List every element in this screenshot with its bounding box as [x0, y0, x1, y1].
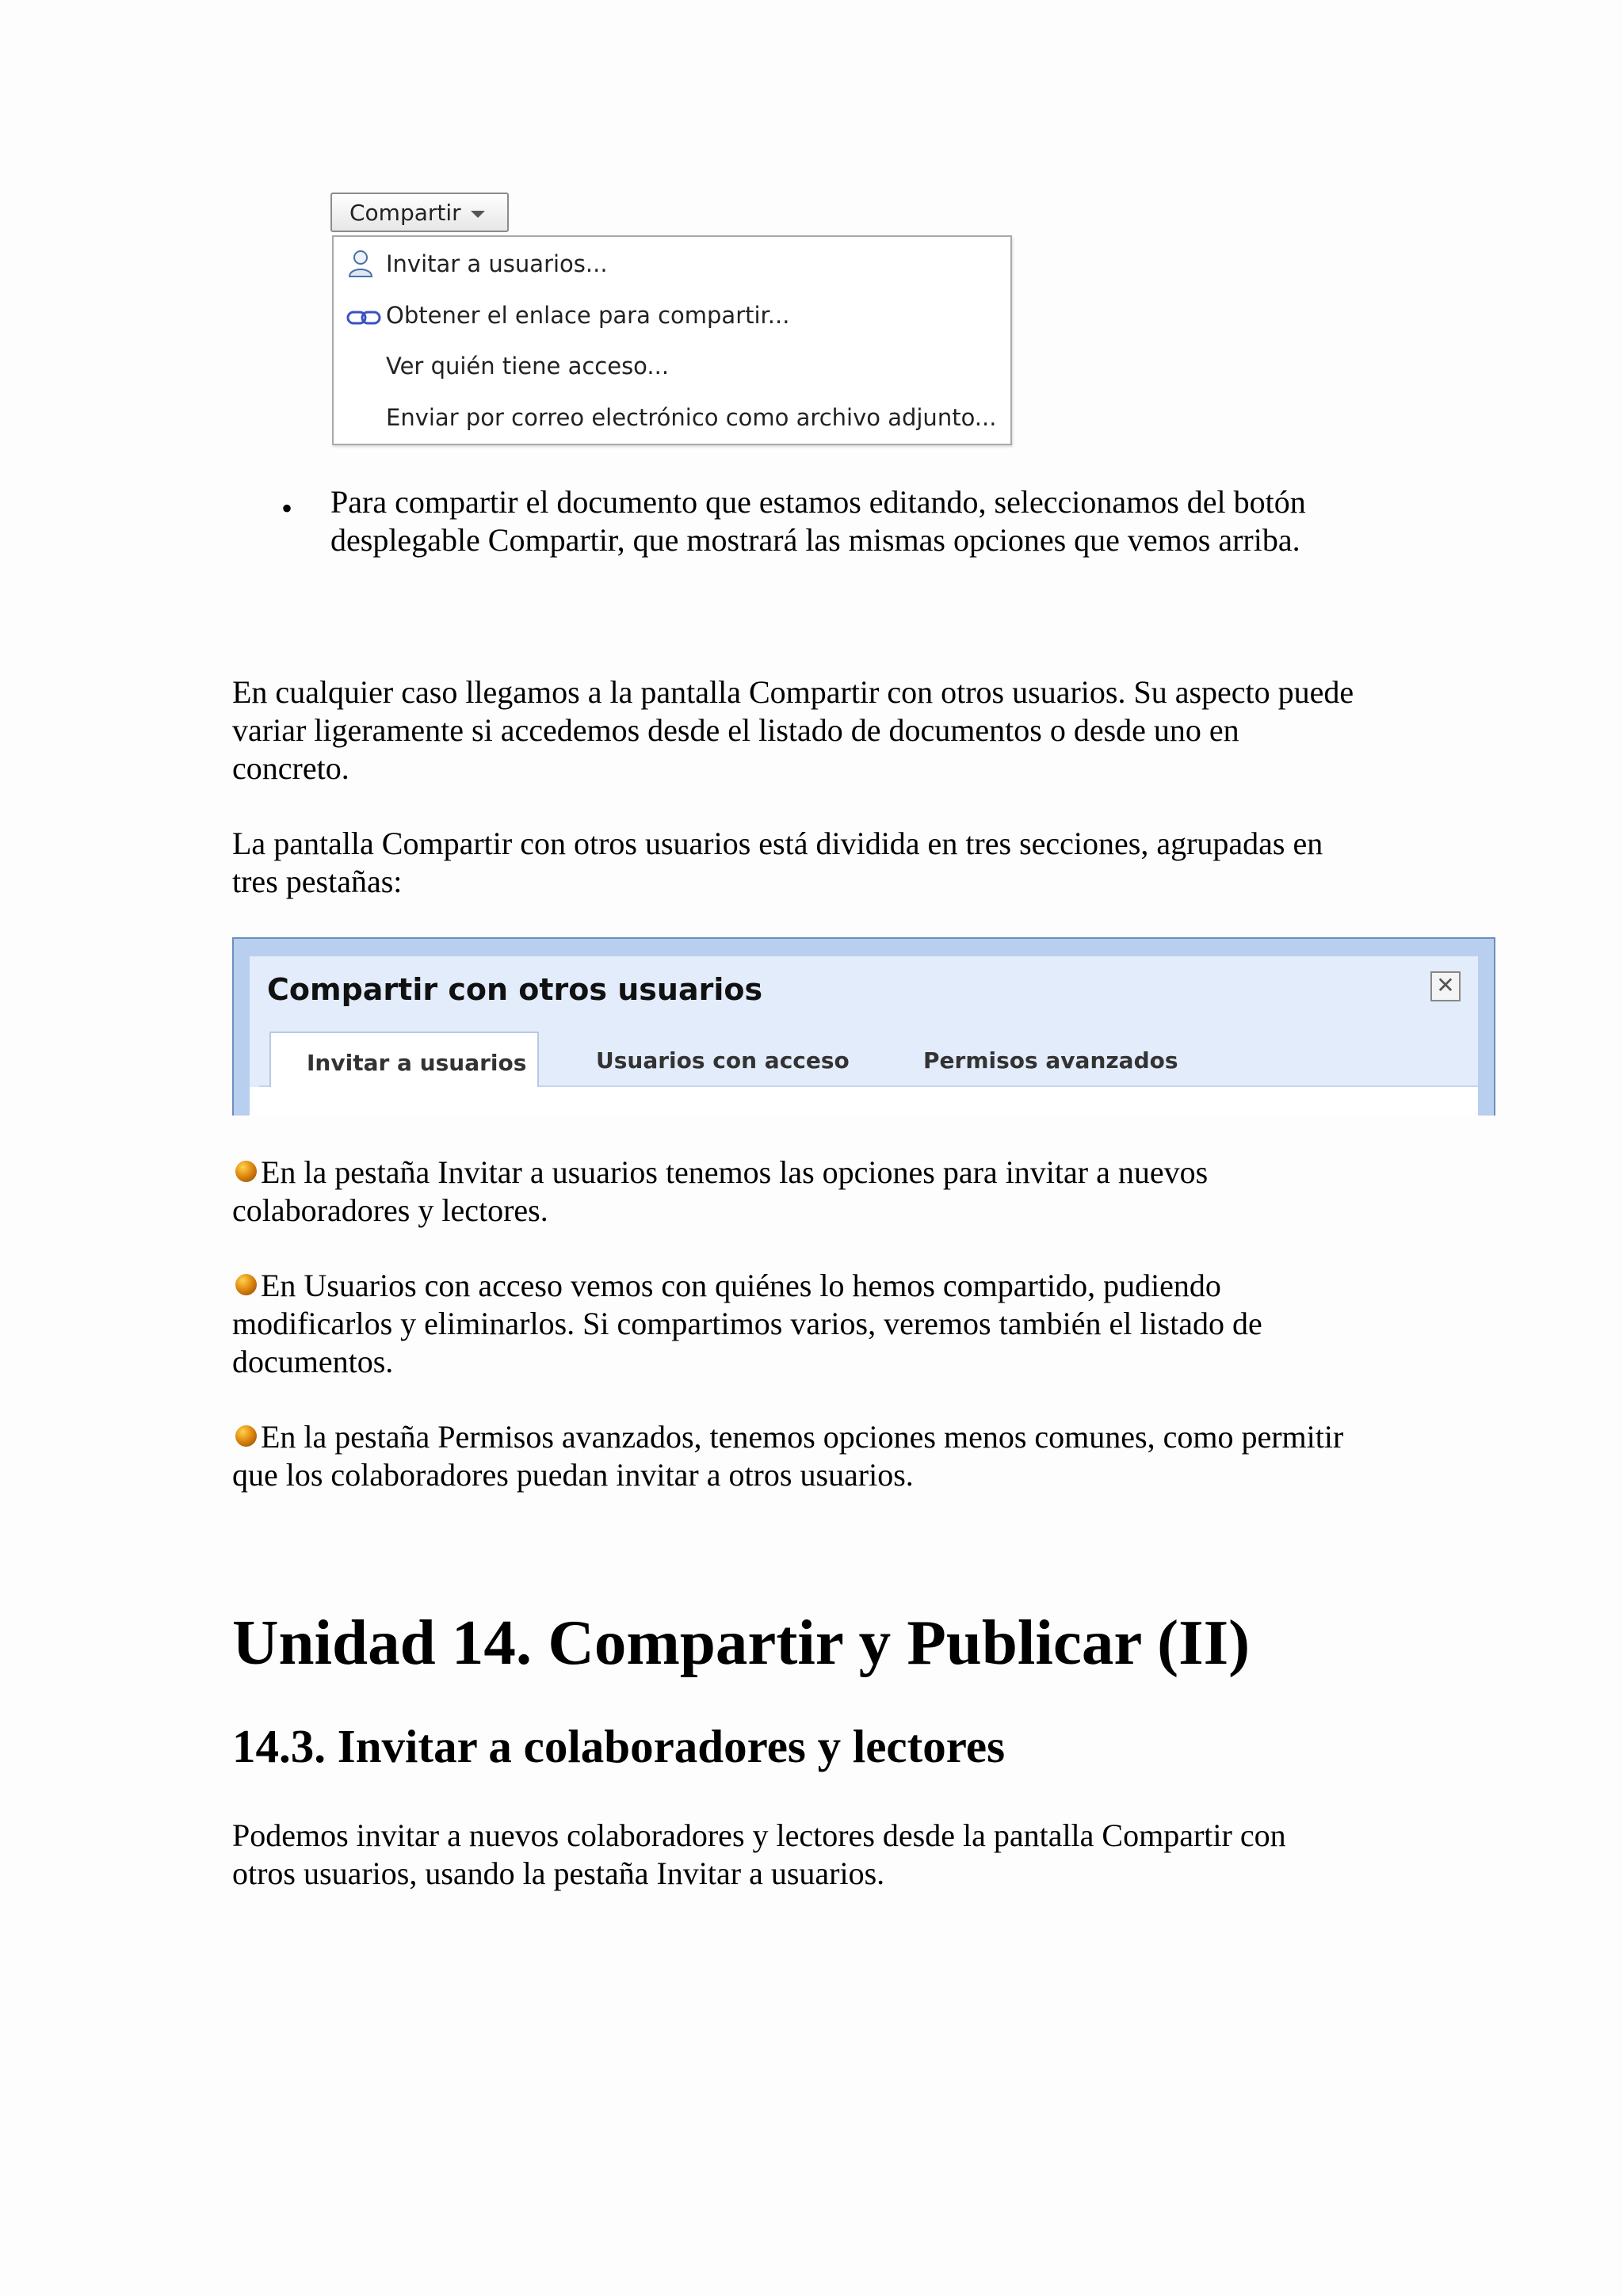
menu-item-label: Obtener el enlace para compartir...	[386, 302, 790, 329]
menu-item-label: Invitar a usuarios...	[386, 250, 608, 277]
text-line: Podemos invitar a nuevos colaboradores y lectores desde la pantalla Compartir con	[232, 1817, 1286, 1853]
text-line: tres pestañas:	[232, 864, 403, 899]
paragraph	[232, 825, 1323, 901]
chevron-down-icon	[471, 211, 485, 218]
text-line: colaboradores y lectores.	[232, 1192, 548, 1228]
section-heading: 14.3. Invitar a colaboradores y lectores	[232, 1720, 1006, 1772]
share-button-label: Compartir	[349, 199, 461, 226]
text-line: Para compartir el documento que estamos editando, seleccionamos del botón	[330, 484, 1306, 520]
text-line: modificarlos y eliminarlos. Si compartimos varios, veremos también el listado de	[232, 1306, 1262, 1341]
share-dropdown-menu	[332, 235, 1012, 445]
text-line: En la pestaña Permisos avanzados, tenemos opciones menos comunes, como permitir	[261, 1419, 1344, 1455]
text-line: desplegable Compartir, que mostrará las mismas opciones que vemos arriba.	[330, 522, 1300, 558]
text-line: otros usuarios, usando la pestaña Invitar a usuarios.	[232, 1855, 885, 1891]
text-line: La pantalla Compartir con otros usuarios está dividida en tres secciones, agrupadas en	[232, 826, 1323, 861]
text-line: variar ligeramente si accedemos desde el listado de documentos o desde uno en	[232, 712, 1239, 748]
tab-advanced-permissions[interactable]: Permisos avanzados	[923, 1047, 1178, 1074]
text-line: En cualquier caso llegamos a la pantalla Compartir con otros usuarios. Su aspecto puede	[232, 674, 1354, 710]
list-item	[232, 1267, 1262, 1381]
list-item	[232, 1418, 1343, 1494]
paragraph	[232, 1817, 1286, 1893]
share-button[interactable]	[330, 193, 509, 232]
text-line: En la pestaña Invitar a usuarios tenemos las opciones para invitar a nuevos	[261, 1154, 1209, 1190]
text-line: concreto.	[232, 750, 349, 786]
link-icon	[346, 308, 381, 327]
share-dialog	[232, 937, 1495, 1116]
dialog-title: Compartir con otros usuarios	[267, 972, 763, 1007]
user-icon	[346, 248, 375, 280]
close-icon[interactable]: ✕	[1430, 971, 1461, 1001]
unit-heading: Unidad 14. Compartir y Publicar (II)	[232, 1607, 1251, 1678]
tab-label: Invitar a usuarios	[307, 1050, 527, 1076]
bullet-marker: •	[281, 490, 293, 526]
text-line: que los colaboradores puedan invitar a otros usuarios.	[232, 1457, 914, 1493]
tab-content	[250, 1087, 1478, 1116]
dialog-panel	[250, 956, 1478, 1116]
menu-item-label: Ver quién tiene acceso...	[386, 353, 670, 379]
bullet-paragraph	[330, 483, 1306, 559]
text-line: En Usuarios con acceso vemos con quiénes lo hemos compartido, pudiendo	[261, 1268, 1221, 1303]
tab-users-with-access[interactable]: Usuarios con acceso	[596, 1047, 850, 1074]
menu-item-label: Enviar por correo electrónico como archivo adjunto...	[386, 404, 997, 431]
paragraph	[232, 673, 1354, 788]
list-item	[232, 1154, 1208, 1230]
text-line: documentos.	[232, 1344, 394, 1379]
